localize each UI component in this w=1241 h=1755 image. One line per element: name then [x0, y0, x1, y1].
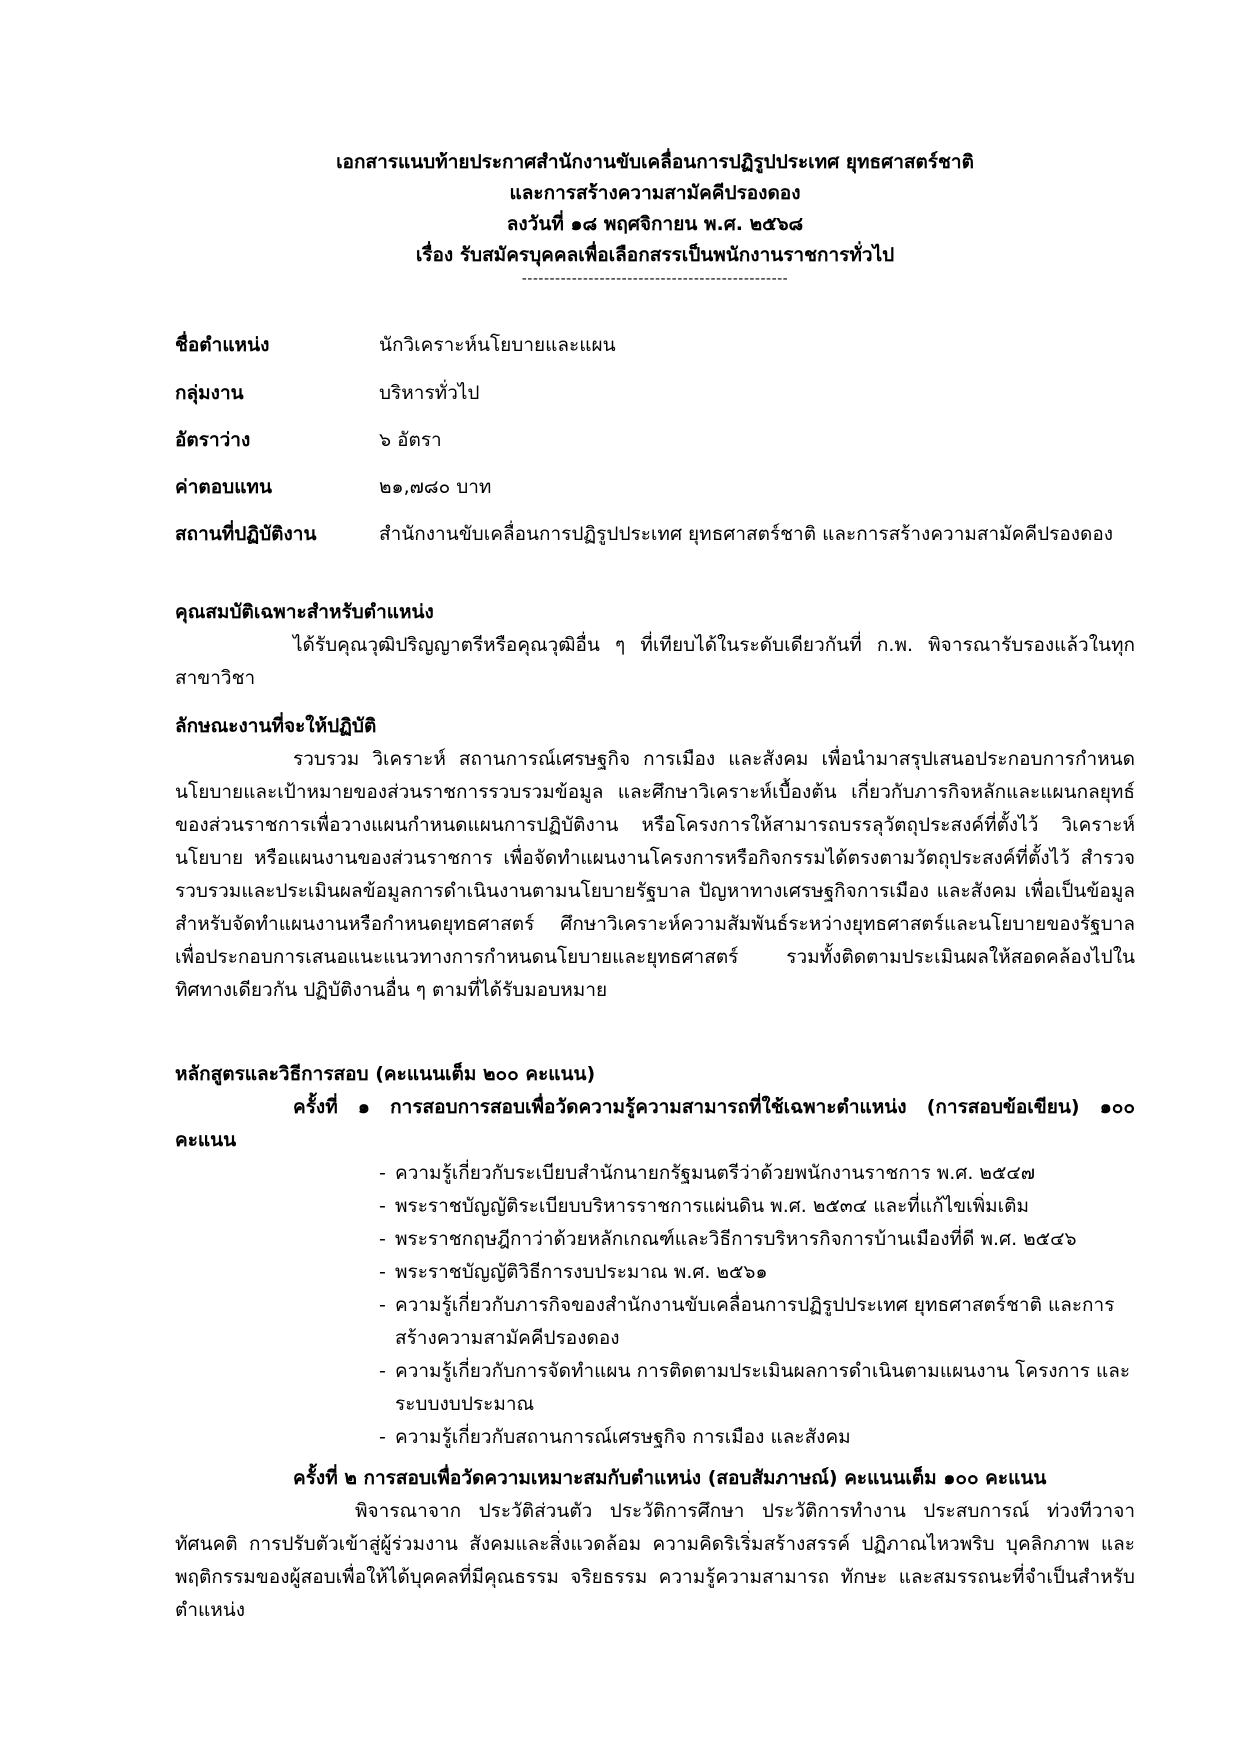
- exam-round-1: ครั้งที่ ๑ การสอบการสอบเพื่อวัดความรู้ความสามารถที่ใช้เฉพาะตำแหน่ง (การสอบข้อเขียน) ๑๐๐ คะแนน: [175, 1096, 1135, 1151]
- list-item: - พระราชบัญญัติระเบียบบริหารราชการแผ่นดิน พ.ศ. ๒๕๓๔ และที่แก้ไขเพิ่มเติม: [379, 1190, 1135, 1223]
- field-label: อัตราว่าง: [175, 429, 251, 451]
- duties-section: [175, 710, 1135, 1007]
- qualifications-text: ได้รับคุณวุฒิปริญญาตรีหรือคุณวุฒิอื่น ๆ ที่เทียบได้ในระดับเดียวกันที่ ก.พ. พิจารณารับรองแล้วในทุกสาขาวิชา: [175, 634, 1135, 689]
- field-value: ๒๑,๗๘๐ บาท: [379, 476, 492, 498]
- header-line-1: เอกสารแนบท้ายประกาศสำนักงานขับเคลื่อนการปฏิรูปประเทศ ยุทธศาสตร์ชาติ: [336, 151, 974, 173]
- list-item: - ความรู้เกี่ยวกับภารกิจของสำนักงานขับเคลื่อนการปฏิรูปประเทศ ยุทธศาสตร์ชาติ และการสร้างความสามัคคีปรองดอง: [379, 1289, 1135, 1355]
- qualifications-heading: คุณสมบัติเฉพาะสำหรับตำแหน่ง: [175, 601, 434, 623]
- header-subject: เรื่อง รับสมัครบุคคลเพื่อเลือกสรรเป็นพนักงานราชการทั่วไป: [415, 244, 895, 266]
- exam-round-2-text: พิจารณาจาก ประวัติส่วนตัว ประวัติการศึกษา ประวัติการทำงาน ประสบการณ์ ท่วงทีวาจา ทัศนคติ การปรับตัวเข้าสู่ผู้ร่วมงาน สังคมและสิ่งแวดล้อม ความคิดริเริ่มสร้างสรรค์ ปฏิภาณไหวพริบ บุคลิกภาพ และพฤติกรรมของผู้สอบเพื่อให้ได้บุคคลที่มีคุณธรรม จริยธรรม ความรู้ความสามารถ ทักษะ และสมรรถนะที่จำเป็นสำหรับตำแหน่ง: [175, 1500, 1135, 1621]
- header-line-2: และการสร้างความสามัคคีปรองดอง: [509, 182, 801, 204]
- field-value: บริหารทั่วไป: [379, 382, 480, 404]
- qualifications-section: [175, 596, 1135, 695]
- field-value: นักวิเคราะห์นโยบายและแผน: [379, 334, 616, 356]
- duties-heading: ลักษณะงานที่จะให้ปฏิบัติ: [175, 715, 377, 737]
- list-item: - ความรู้เกี่ยวกับการจัดทำแผน การติดตามประเมินผลการดำเนินตามแผนงาน โครงการ และระบบงบประมาณ: [379, 1355, 1135, 1421]
- field-label: สถานที่ปฏิบัติงาน: [175, 523, 317, 545]
- field-value: ๖ อัตรา: [379, 429, 442, 451]
- list-item: - พระราชบัญญัติวิธีการงบประมาณ พ.ศ. ๒๕๖๑: [379, 1256, 1135, 1289]
- duties-text: รวบรวม วิเคราะห์ สถานการณ์เศรษฐกิจ การเมือง และสังคม เพื่อนำมาสรุปเสนอประกอบการกำหนดนโยบายและเป้าหมายของส่วนราชการรวบรวมข้อมูล และศึกษาวิเคราะห์เบื้องต้น เกี่ยวกับภารกิจหลักและแผนกลยุทธ์ของส่วนราชการเพื่อวางแผนกำหนดแผนการปฏิบัติงาน หรือโครงการให้สามารถบรรลุวัตถุประสงค์ที่ตั้งไว้ วิเคราะห์นโยบาย หรือแผนงานของส่วนราชการ เพื่อจัดทำแผนงานโครงการหรือกิจกรรมได้ตรงตามวัตถุประสงค์ที่ตั้งไว้ สำรวจ รวบรวมและประเมินผลข้อมูลการดำเนินงานตามนโยบายรัฐบาล ปัญหาทางเศรษฐกิจการเมือง และสังคม เพื่อเป็นข้อมูลสำหรับจัดทำแผนงานหรือกำหนดยุทธศาสตร์ ศึกษาวิเคราะห์ความสัมพันธ์ระหว่างยุทธศาสตร์และนโยบายของรัฐบาล เพื่อประกอบการเสนอแนะแนวทางการกำหนดนโยบายและยุทธศาสตร์ รวมทั้งติดตามประเมินผลให้สอดคล้องไปในทิศทางเดียวกัน ปฏิบัติงานอื่น ๆ ตามที่ได้รับมอบหมาย: [175, 748, 1135, 1001]
- exam-heading: หลักสูตรและวิธีการสอบ (คะแนนเต็ม ๒๐๐ คะแนน): [175, 1063, 596, 1085]
- exam-round-2: ครั้งที่ ๒ การสอบเพื่อวัดความเหมาะสมกับตำแหน่ง (สอบสัมภาษณ์) คะแนนเต็ม ๑๐๐ คะแนน: [293, 1467, 1047, 1489]
- list-item: - พระราชกฤษฎีกาว่าด้วยหลักเกณฑ์และวิธีการบริหารกิจการบ้านเมืองที่ดี พ.ศ. ๒๕๔๖: [379, 1223, 1135, 1256]
- field-label: ชื่อตำแหน่ง: [175, 334, 270, 356]
- header-date: ลงวันที่ ๑๘ พฤศจิกายน พ.ศ. ๒๕๖๘: [506, 213, 804, 235]
- exam-section: [175, 1058, 1135, 1627]
- list-item: - ความรู้เกี่ยวกับสถานการณ์เศรษฐกิจ การเมือง และสังคม: [379, 1421, 1135, 1454]
- exam-topics-list: [175, 1157, 1135, 1454]
- field-label: กลุ่มงาน: [175, 382, 244, 404]
- document-header: [175, 147, 1135, 287]
- field-value: สำนักงานขับเคลื่อนการปฏิรูปประเทศ ยุทธศาสตร์ชาติ และการสร้างความสามัคคีปรองดอง: [379, 523, 1114, 545]
- list-item: - ความรู้เกี่ยวกับระเบียบสำนักนายกรัฐมนตรีว่าด้วยพนักงานราชการ พ.ศ. ๒๕๔๗: [379, 1157, 1135, 1190]
- header-divider: ------------------------------------------------: [521, 271, 789, 287]
- field-label: ค่าตอบแทน: [175, 476, 272, 498]
